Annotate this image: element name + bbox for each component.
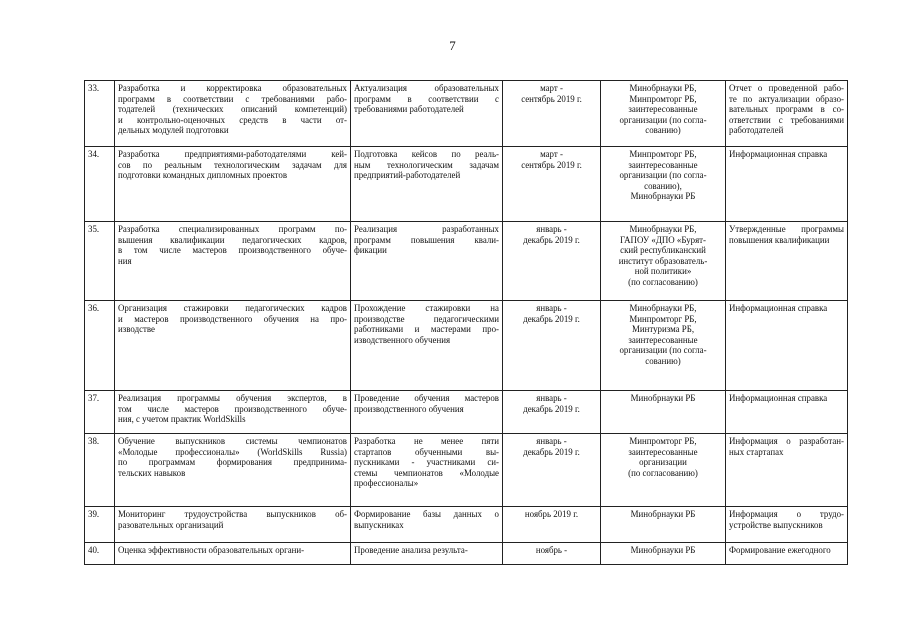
cell-line: ский республиканский xyxy=(620,245,706,256)
executor-cell xyxy=(601,81,726,147)
report-cell xyxy=(726,147,848,222)
cell-line: организации (по согла- xyxy=(619,170,707,181)
cell-line: Минпромторг РБ, xyxy=(629,313,697,324)
cell-line: ной политики» xyxy=(634,266,692,277)
cell-line: Информационная справка xyxy=(729,303,828,313)
cell-line: ным технологическим задачам xyxy=(354,159,499,170)
table-row xyxy=(85,81,848,147)
event-cell xyxy=(115,81,351,147)
cell-line: дельных модулей подготовки xyxy=(118,125,229,136)
cell-line: Обучение выпускников системы чемпионатов xyxy=(118,436,347,446)
cell-line: организации (по согла- xyxy=(619,345,707,356)
cell-line: изводстве xyxy=(118,324,155,335)
result-cell xyxy=(351,147,503,222)
executor-cell xyxy=(601,222,726,301)
cell-line: тельских навыков xyxy=(118,467,186,478)
cell-line: и мастеров производственного обучения на про- xyxy=(118,313,347,324)
executor-cell xyxy=(601,301,726,391)
cell-line: январь - xyxy=(536,303,567,313)
cell-line: Разработка и корректировка образовательных xyxy=(118,83,347,93)
cell-line: Разработка специализированных программ по- xyxy=(118,224,347,234)
cell-line: том числе мастеров производственного обуче- xyxy=(118,403,347,414)
report-cell xyxy=(726,507,848,543)
cell-line: институт образователь- xyxy=(618,255,708,266)
cell-line: Формирование ежегодного xyxy=(729,545,831,555)
cell-line: производстве педагогическими xyxy=(354,313,499,324)
cell-line: изводственного обучения xyxy=(354,334,451,345)
result-cell xyxy=(351,222,503,301)
cell-line: (по согласованию) xyxy=(628,467,698,478)
cell-line: фикации xyxy=(354,245,387,256)
term-cell xyxy=(503,81,601,147)
result-cell xyxy=(351,543,503,565)
cell-line: Минобрнауки РБ xyxy=(630,509,696,519)
cell-line: по программам формирования предпринима- xyxy=(118,457,347,468)
result-cell xyxy=(351,434,503,507)
term-cell xyxy=(503,507,601,543)
cell-line: Минобрнауки РБ, xyxy=(629,83,697,93)
cell-line: организации xyxy=(639,457,687,468)
cell-line: профессионалы» xyxy=(354,478,419,489)
cell-line: Минпромторг РБ, xyxy=(629,93,697,104)
event-cell xyxy=(115,301,351,391)
report-cell xyxy=(726,391,848,434)
term-cell xyxy=(503,434,601,507)
report-cell xyxy=(726,301,848,391)
cell-line: декабрь 2019 г. xyxy=(523,234,580,245)
cell-line: тодателей (технических описаний компетенций) xyxy=(118,104,347,115)
event-cell xyxy=(115,222,351,301)
cell-line: сентябрь 2019 г. xyxy=(521,93,582,104)
cell-line: Прохождение стажировки на xyxy=(354,303,499,313)
row-number: 37. xyxy=(85,391,115,434)
cell-line: в том числе мастеров производственного обуче- xyxy=(118,245,347,256)
cell-line: Разработка предприятиями-работодателями кей- xyxy=(118,149,347,159)
cell-line: сованию), xyxy=(644,180,682,191)
cell-line: ноябрь - xyxy=(535,545,568,555)
table-row xyxy=(85,147,848,222)
table-row xyxy=(85,434,848,507)
cell-line: Минпромторг РБ, xyxy=(629,149,697,159)
row-number: 40. xyxy=(85,543,115,565)
row-number: 33. xyxy=(85,81,115,147)
cell-line: Реализация разработанных xyxy=(354,224,499,234)
cell-line: Минобрнауки РБ xyxy=(630,191,696,202)
cell-line: выпускниках xyxy=(354,519,404,530)
row-number: 39. xyxy=(85,507,115,543)
cell-line: март - xyxy=(540,149,563,159)
cell-line: программ повышения квали- xyxy=(354,234,499,245)
cell-line: организации (по согла- xyxy=(619,114,707,125)
report-cell xyxy=(726,81,848,147)
cell-line: Утвержденные программы xyxy=(729,224,844,234)
cell-line: вышения квалификации педагогических кадров, xyxy=(118,234,347,245)
result-cell xyxy=(351,507,503,543)
cell-line: Проведение анализа результа- xyxy=(354,545,468,555)
cell-line: Информационная справка xyxy=(729,393,828,403)
cell-line: Минобрнауки РБ xyxy=(630,393,696,403)
table-row xyxy=(85,301,848,391)
cell-line: Актуализация образовательных xyxy=(354,83,499,93)
cell-line: программ в соответствии с требованиями рабо- xyxy=(118,93,347,104)
cell-line: подготовки командных дипломных проектов xyxy=(118,170,288,181)
table-row xyxy=(85,391,848,434)
cell-line: работниками и мастерами про- xyxy=(354,324,499,335)
cell-line: и контрольно-оценочных средств в части от- xyxy=(118,114,347,125)
cell-line: заинтересованные xyxy=(628,104,698,115)
cell-line: Минтуризма РБ, xyxy=(631,324,695,335)
cell-line: Информация о разработан- xyxy=(729,436,844,446)
term-cell xyxy=(503,301,601,391)
cell-line: разовательных организаций xyxy=(118,519,224,530)
cell-line: пускниками - участниками си- xyxy=(354,457,499,468)
cell-line: Формирование базы данных о xyxy=(354,509,499,519)
cell-line: Реализация программы обучения экспертов, в xyxy=(118,393,347,403)
cell-line: «Молодые профессионалы» (WorldSkills Russia) xyxy=(118,446,347,457)
row-number: 38. xyxy=(85,434,115,507)
cell-line: Минпромторг РБ, xyxy=(629,436,697,446)
term-cell xyxy=(503,222,601,301)
term-cell xyxy=(503,147,601,222)
row-number: 36. xyxy=(85,301,115,391)
cell-line: ных стартапах xyxy=(729,446,784,457)
cell-line: Оценка эффективности образовательных органи- xyxy=(118,545,305,555)
row-number: 34. xyxy=(85,147,115,222)
event-cell xyxy=(115,507,351,543)
cell-line: заинтересованные xyxy=(628,334,698,345)
cell-line: ния, с учетом практик WorldSkills xyxy=(118,414,246,425)
cell-line: Информационная справка xyxy=(729,149,828,159)
cell-line: Минобрнауки РБ, xyxy=(629,224,697,234)
page-number: 7 xyxy=(449,38,456,53)
table-row xyxy=(85,543,848,565)
cell-line: устройстве выпускников xyxy=(729,519,823,530)
event-cell xyxy=(115,147,351,222)
result-cell xyxy=(351,81,503,147)
cell-line: декабрь 2019 г. xyxy=(523,313,580,324)
cell-line: заинтересованные xyxy=(628,159,698,170)
executor-cell xyxy=(601,147,726,222)
cell-line: ответствии с требованиями xyxy=(729,114,844,125)
cell-line: Проведение обучения мастеров xyxy=(354,393,499,403)
executor-cell xyxy=(601,507,726,543)
activity-plan-table xyxy=(84,80,848,565)
cell-line: предприятий-работодателей xyxy=(354,170,461,181)
cell-line: требованиями работодателей xyxy=(354,104,464,115)
event-cell xyxy=(115,391,351,434)
table-row xyxy=(85,507,848,543)
cell-line: Подготовка кейсов по реаль- xyxy=(354,149,499,159)
cell-line: сов по реальным технологическим задачам для xyxy=(118,159,347,170)
event-cell xyxy=(115,434,351,507)
result-cell xyxy=(351,301,503,391)
cell-line: ГАПОУ «ДПО «Бурят- xyxy=(619,234,707,245)
cell-line: январь - xyxy=(536,224,567,234)
report-cell xyxy=(726,543,848,565)
cell-line: ния xyxy=(118,255,132,266)
event-cell xyxy=(115,543,351,565)
cell-line: программ в соответствии с xyxy=(354,93,499,104)
executor-cell xyxy=(601,391,726,434)
cell-line: (по согласованию) xyxy=(628,276,698,287)
cell-line: Минобрнауки РБ, xyxy=(629,303,697,313)
cell-line: те по актуализации образо- xyxy=(729,93,844,104)
row-number: 35. xyxy=(85,222,115,301)
term-cell xyxy=(503,543,601,565)
cell-line: заинтересованные xyxy=(628,446,698,457)
cell-line: ноябрь 2019 г. xyxy=(524,509,579,519)
report-cell xyxy=(726,434,848,507)
cell-line: декабрь 2019 г. xyxy=(523,446,580,457)
table-row xyxy=(85,222,848,301)
cell-line: декабрь 2019 г. xyxy=(523,403,580,414)
cell-line: стартапов обученными вы- xyxy=(354,446,499,457)
cell-line: сентябрь 2019 г. xyxy=(521,159,582,170)
cell-line: стемы чемпионатов «Молодые xyxy=(354,467,499,478)
term-cell xyxy=(503,391,601,434)
cell-line: январь - xyxy=(536,436,567,446)
cell-line: Информация о трудо- xyxy=(729,509,844,519)
cell-line: вательных программ в со- xyxy=(729,104,844,115)
report-cell xyxy=(726,222,848,301)
executor-cell xyxy=(601,434,726,507)
cell-line: Разработка не менее пяти xyxy=(354,436,499,446)
result-cell xyxy=(351,391,503,434)
cell-line: март - xyxy=(540,83,563,93)
cell-line: Организация стажировки педагогических кадров xyxy=(118,303,347,313)
cell-line: производственного обучения xyxy=(354,403,464,414)
executor-cell xyxy=(601,543,726,565)
cell-line: сованию) xyxy=(645,355,681,366)
cell-line: повышения квалификации xyxy=(729,234,830,245)
cell-line: Минобрнауки РБ xyxy=(630,545,696,555)
cell-line: Отчет о проведенной рабо- xyxy=(729,83,844,93)
cell-line: Мониторинг трудоустройства выпускников об- xyxy=(118,509,347,519)
cell-line: работодателей xyxy=(729,125,784,136)
cell-line: январь - xyxy=(536,393,567,403)
cell-line: сованию) xyxy=(645,125,681,136)
